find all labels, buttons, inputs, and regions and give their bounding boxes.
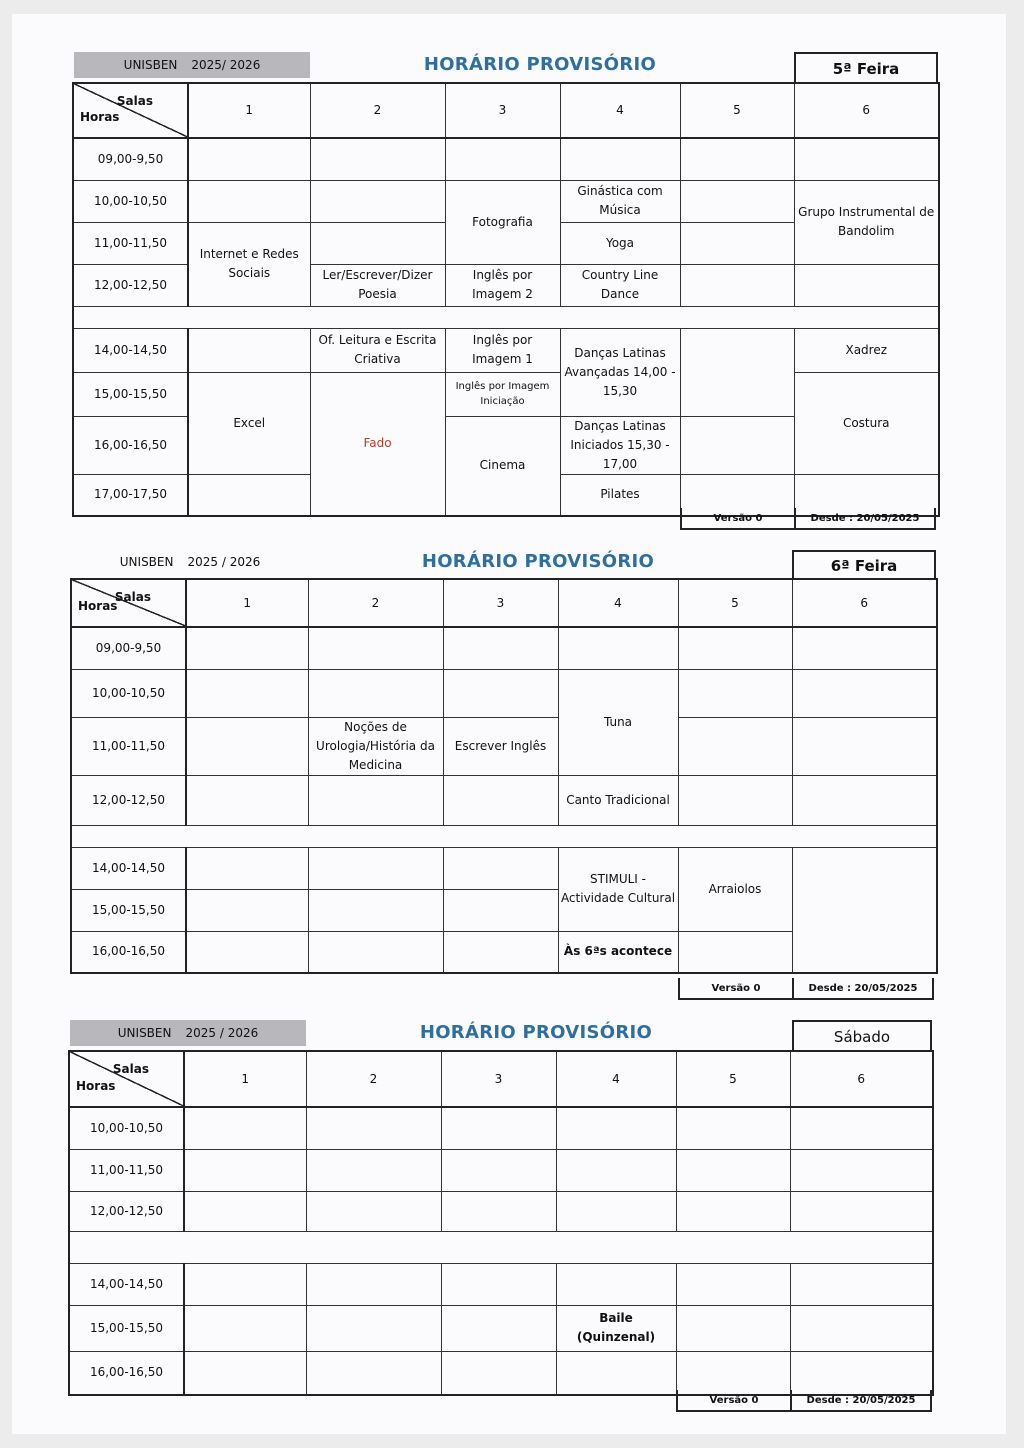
empty-cell xyxy=(680,222,794,264)
lunch-break-row xyxy=(69,1231,933,1263)
baile-label: Baile xyxy=(599,1311,633,1325)
day-label: 5ª Feira xyxy=(794,52,938,84)
table-row xyxy=(69,1305,933,1351)
activity-ginastica: Ginástica com Música xyxy=(560,180,680,222)
empty-cell xyxy=(441,1191,556,1231)
table-row xyxy=(69,1263,933,1305)
empty-cell xyxy=(676,1149,790,1191)
empty-cell xyxy=(790,1149,933,1191)
empty-cell xyxy=(188,474,310,516)
since-date: Desde : 20/05/2025 xyxy=(806,1394,916,1406)
hour-label: 15,00-15,50 xyxy=(73,372,188,416)
org-name: UNISBEN xyxy=(119,555,174,569)
activity-escrever-ingles: Escrever Inglês xyxy=(443,717,558,775)
empty-cell xyxy=(443,847,558,889)
empty-cell xyxy=(680,416,794,474)
empty-cell xyxy=(184,1107,306,1149)
room-4-header: 4 xyxy=(556,1051,676,1107)
empty-cell xyxy=(184,1263,306,1305)
empty-cell xyxy=(790,1107,933,1149)
header-org-year xyxy=(74,52,310,78)
activity-yoga: Yoga xyxy=(560,222,680,264)
empty-cell xyxy=(188,328,310,372)
empty-cell xyxy=(186,847,308,889)
room-1-header: 1 xyxy=(188,83,310,138)
table-row xyxy=(69,1351,933,1395)
table-row xyxy=(71,847,937,889)
empty-cell xyxy=(790,1351,933,1395)
empty-cell xyxy=(790,1305,933,1351)
empty-cell xyxy=(556,1263,676,1305)
org-name: UNISBEN xyxy=(123,58,178,72)
activity-canto-tradicional: Canto Tradicional xyxy=(558,775,678,825)
empty-cell xyxy=(306,1263,441,1305)
footer-version xyxy=(678,978,934,1000)
schedule-title: HORÁRIO PROVISÓRIO xyxy=(419,1022,653,1043)
empty-cell xyxy=(443,931,558,973)
empty-cell xyxy=(556,1351,676,1395)
activity-dancas-iniciados: Danças Latinas Iniciados 15,30 - 17,00 xyxy=(560,416,680,474)
empty-cell xyxy=(186,931,308,973)
empty-cell xyxy=(306,1305,441,1351)
salas-label: Salas xyxy=(116,94,153,108)
hour-label: 10,00-10,50 xyxy=(69,1107,184,1149)
day-label: 6ª Feira xyxy=(792,550,936,580)
empty-cell xyxy=(186,627,308,669)
empty-cell xyxy=(678,931,792,973)
activity-pilates: Pilates xyxy=(560,474,680,516)
room-3-header: 3 xyxy=(445,83,560,138)
lunch-break xyxy=(71,825,937,847)
room-4-header: 4 xyxy=(558,579,678,627)
horas-label: Horas xyxy=(80,110,120,124)
horas-label: Horas xyxy=(78,599,118,613)
hour-label: 14,00-14,50 xyxy=(73,328,188,372)
schedule-table-friday xyxy=(70,578,938,974)
hour-label: 12,00-12,50 xyxy=(71,775,186,825)
lunch-break-row xyxy=(71,825,937,847)
corner-cell xyxy=(69,1051,184,1107)
empty-cell xyxy=(680,264,794,306)
room-2-header: 2 xyxy=(310,83,445,138)
version-label: Versão 0 xyxy=(678,1390,792,1410)
empty-cell xyxy=(186,889,308,931)
empty-cell xyxy=(186,669,308,717)
empty-cell xyxy=(678,775,792,825)
salas-label: Salas xyxy=(112,1062,149,1076)
hour-label: 17,00-17,50 xyxy=(73,474,188,516)
since-date: Desde : 20/05/2025 xyxy=(808,982,918,994)
room-1-header: 1 xyxy=(186,579,308,627)
table-row xyxy=(69,1191,933,1231)
table-row xyxy=(73,328,939,372)
room-6-header: 6 xyxy=(790,1051,933,1107)
empty-cell xyxy=(308,931,443,973)
empty-cell xyxy=(678,669,792,717)
room-2-header: 2 xyxy=(308,579,443,627)
room-6-header: 6 xyxy=(794,83,939,138)
activity-excel: Excel xyxy=(188,372,310,474)
hour-label: 11,00-11,50 xyxy=(73,222,188,264)
table-row xyxy=(71,775,937,825)
empty-cell xyxy=(556,1191,676,1231)
empty-cell xyxy=(310,138,445,180)
empty-cell xyxy=(792,717,937,775)
school-year: 2025/ 2026 xyxy=(191,58,261,72)
hour-label: 14,00-14,50 xyxy=(69,1263,184,1305)
activity-cinema: Cinema xyxy=(445,416,560,516)
corner-cell xyxy=(73,83,188,138)
empty-cell xyxy=(678,717,792,775)
activity-fotografia: Fotografia xyxy=(445,180,560,264)
hour-label: 09,00-9,50 xyxy=(71,627,186,669)
empty-cell xyxy=(794,264,939,306)
activity-grupo-instrumental: Grupo Instrumental de Bandolim xyxy=(794,180,939,264)
empty-cell xyxy=(310,180,445,222)
empty-cell xyxy=(558,627,678,669)
empty-cell xyxy=(308,889,443,931)
activity-nocoes-urologia: Noções de Urologia/História da Medicina xyxy=(308,717,443,775)
empty-cell xyxy=(310,222,445,264)
table-row xyxy=(69,1107,933,1149)
empty-cell xyxy=(676,1191,790,1231)
schedule-title: HORÁRIO PROVISÓRIO xyxy=(423,54,657,75)
lunch-break-row xyxy=(73,306,939,328)
hour-label: 12,00-12,50 xyxy=(69,1191,184,1231)
empty-cell xyxy=(188,180,310,222)
empty-cell xyxy=(790,1263,933,1305)
room-header-row xyxy=(69,1051,933,1107)
activity-internet: Internet e Redes Sociais xyxy=(188,222,310,306)
activity-fado: Fado xyxy=(310,372,445,516)
table-row xyxy=(73,138,939,180)
quinzenal-label: (Quinzenal) xyxy=(576,1330,656,1344)
salas-label: Salas xyxy=(114,590,151,604)
empty-cell xyxy=(188,138,310,180)
hour-label: 14,00-14,50 xyxy=(71,847,186,889)
empty-cell xyxy=(441,1107,556,1149)
activity-arraiolos: Arraiolos xyxy=(678,847,792,931)
hour-label: 16,00-16,50 xyxy=(71,931,186,973)
empty-cell xyxy=(443,889,558,931)
empty-cell xyxy=(186,775,308,825)
table-row xyxy=(71,717,937,775)
room-5-header: 5 xyxy=(676,1051,790,1107)
activity-acontece: Às 6ªs acontece xyxy=(558,931,678,973)
empty-cell xyxy=(441,1149,556,1191)
empty-cell xyxy=(676,1107,790,1149)
empty-cell xyxy=(308,775,443,825)
activity-ingles-1: Inglês por Imagem 1 xyxy=(445,328,560,372)
activity-stimuli: STIMULI - Actividade Cultural xyxy=(558,847,678,931)
lunch-break xyxy=(69,1231,933,1263)
activity-oficina-leitura: Of. Leitura e Escrita Criativa xyxy=(310,328,445,372)
hour-label: 10,00-10,50 xyxy=(73,180,188,222)
hour-label: 15,00-15,50 xyxy=(71,889,186,931)
room-3-header: 3 xyxy=(443,579,558,627)
lunch-break xyxy=(73,306,939,328)
empty-cell xyxy=(186,717,308,775)
empty-cell xyxy=(680,138,794,180)
empty-cell xyxy=(184,1351,306,1395)
hour-label: 15,00-15,50 xyxy=(69,1305,184,1351)
empty-cell xyxy=(443,669,558,717)
empty-cell xyxy=(680,180,794,222)
school-year: 2025 / 2026 xyxy=(187,555,261,569)
empty-cell xyxy=(306,1107,441,1149)
empty-cell xyxy=(308,627,443,669)
empty-cell xyxy=(306,1351,441,1395)
schedule-table-thursday xyxy=(72,82,940,517)
empty-cell xyxy=(790,1191,933,1231)
room-header-row xyxy=(73,83,939,138)
horas-label: Horas xyxy=(76,1079,116,1093)
empty-cell xyxy=(441,1263,556,1305)
hour-label: 10,00-10,50 xyxy=(71,669,186,717)
empty-cell xyxy=(560,138,680,180)
room-5-header: 5 xyxy=(678,579,792,627)
schedule-title: HORÁRIO PROVISÓRIO xyxy=(421,551,655,572)
hour-label: 11,00-11,50 xyxy=(69,1149,184,1191)
hour-label: 11,00-11,50 xyxy=(71,717,186,775)
room-3-header: 3 xyxy=(441,1051,556,1107)
activity-ingles-2: Inglês por Imagem 2 xyxy=(445,264,560,306)
empty-cell xyxy=(680,328,794,416)
room-6-header: 6 xyxy=(792,579,937,627)
header-org-year xyxy=(70,1020,306,1046)
activity-costura: Costura xyxy=(794,372,939,474)
empty-cell xyxy=(443,627,558,669)
empty-cell xyxy=(184,1305,306,1351)
hour-label: 16,00-16,50 xyxy=(69,1351,184,1395)
empty-cell xyxy=(676,1263,790,1305)
empty-cell xyxy=(306,1191,441,1231)
footer-version xyxy=(680,508,936,530)
empty-cell xyxy=(308,847,443,889)
table-row xyxy=(71,669,937,717)
empty-cell xyxy=(676,1351,790,1395)
empty-cell xyxy=(184,1191,306,1231)
activity-tuna: Tuna xyxy=(558,669,678,775)
version-label: Versão 0 xyxy=(682,508,796,528)
empty-cell xyxy=(556,1107,676,1149)
empty-cell xyxy=(794,138,939,180)
empty-cell xyxy=(445,138,560,180)
room-4-header: 4 xyxy=(560,83,680,138)
since-date: Desde : 20/05/2025 xyxy=(810,512,920,524)
room-header-row xyxy=(71,579,937,627)
empty-cell xyxy=(443,775,558,825)
empty-cell xyxy=(792,669,937,717)
hour-label: 16,00-16,50 xyxy=(73,416,188,474)
empty-cell xyxy=(556,1149,676,1191)
empty-cell xyxy=(676,1305,790,1351)
room-5-header: 5 xyxy=(680,83,794,138)
empty-cell xyxy=(792,775,937,825)
version-label: Versão 0 xyxy=(680,978,794,998)
hour-label: 12,00-12,50 xyxy=(73,264,188,306)
empty-cell xyxy=(306,1149,441,1191)
table-row xyxy=(69,1149,933,1191)
empty-cell xyxy=(792,627,937,669)
empty-cell xyxy=(441,1305,556,1351)
empty-cell xyxy=(792,847,937,973)
activity-country: Country Line Dance xyxy=(560,264,680,306)
empty-cell xyxy=(678,627,792,669)
activity-ler-escrever: Ler/Escrever/Dizer Poesia xyxy=(310,264,445,306)
activity-baile xyxy=(556,1305,676,1351)
empty-cell xyxy=(184,1149,306,1191)
activity-xadrez: Xadrez xyxy=(794,328,939,372)
corner-cell xyxy=(71,579,186,627)
table-row xyxy=(73,180,939,222)
org-name: UNISBEN xyxy=(117,1026,172,1040)
activity-ingles-iniciacao: Inglês por Imagem Iniciação xyxy=(445,372,560,416)
empty-cell xyxy=(441,1351,556,1395)
room-2-header: 2 xyxy=(306,1051,441,1107)
header-org-year xyxy=(72,550,308,574)
empty-cell xyxy=(308,669,443,717)
school-year: 2025 / 2026 xyxy=(185,1026,259,1040)
table-row xyxy=(73,372,939,416)
schedule-table-saturday xyxy=(68,1050,934,1396)
hour-label: 09,00-9,50 xyxy=(73,138,188,180)
activity-dancas-avancadas: Danças Latinas Avançadas 14,00 - 15,30 xyxy=(560,328,680,416)
day-label: Sábado xyxy=(792,1020,932,1052)
room-1-header: 1 xyxy=(184,1051,306,1107)
table-row xyxy=(71,627,937,669)
footer-version xyxy=(676,1390,932,1412)
